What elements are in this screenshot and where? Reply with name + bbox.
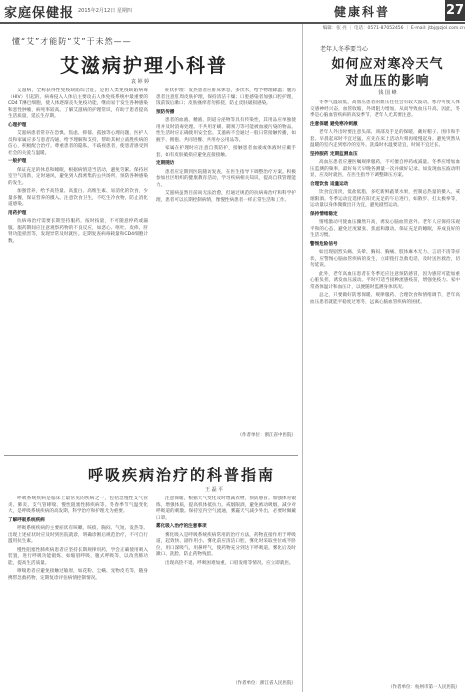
paragraph: 饮食宜清淡，低盐低脂，多吃新鲜蔬菜水果，控制总热量的摄入，戒烟限酒。冬季运动宜选择在阳光充足的午后进行，如散步、打太极拳等，运动量以身体微微出汗为宜，避免剧烈运动。 <box>310 190 460 208</box>
paragraph: 冬季气温较低，高血压患者的血压往往会有较大波动。寒冷可使人体交感神经兴奋，血管收缩，外周阻力增加，从而导致血压升高。因此，冬季是心脑血管疾病的高发季节，老年人尤其要注意。 <box>310 100 460 118</box>
header-rule <box>0 22 465 24</box>
subheading: 定期随访 <box>156 161 175 166</box>
paragraph: 家属在护理时应注意自我防护，接触患者血液或体液时应戴手套，如有皮肤破损应避免直接接触。 <box>156 146 296 158</box>
paragraph: 患者的血液、精液、阴道分泌物等具有传染性，其用品应单独使用并及时消毒处理。不共用牙刷、剃须刀等可能被血液污染的物品。性生活时应正确使用安全套。艾滋病不会通过一般日常接触传播，如握手、拥抱、共同进餐、共用办公用品等。 <box>156 118 296 143</box>
paragraph: 雾化吸入是呼吸系统疾病常用的治疗方法，药物直接作用于呼吸道，起效快、副作用小。雾化前应清洁口腔，雾化时采取坐位或半卧位，用口深吸气、用鼻呼气，使药物充分到达下呼吸道。雾化后及时漱口、洗脸，防止药物残留。 <box>156 532 296 557</box>
paragraph: 出现高热不退、呼吸困难加重、口唇发绀等情况，应立即就医。 <box>165 560 294 566</box>
contact-line: 编辑：张 亮 ｜ 电话：0571-87052456 ｜ E-mail: jtbj@zjol.com.cn <box>322 26 465 31</box>
header-right <box>306 0 465 22</box>
paragraph: 此外，老年高血压患者在冬季还应注意预防感冒，因为感冒可能加重心脏负担，诱发血压波动。平时可适当接种流感疫苗，增强免疫力。家中常备体温计和血压计，以便随时监测身体状况。 <box>310 271 460 290</box>
paragraph: 呼吸系统疾病的主要症状有咳嗽、咳痰、胸闷、气短、发热等。出现上述症状时应及时到医院就诊，明确诊断后规范治疗，不可自行滥用抗生素。 <box>8 526 148 544</box>
article3-column <box>310 100 460 680</box>
header-left <box>0 0 300 22</box>
article2-title: 呼吸疾病治疗的科普指南 <box>88 466 276 484</box>
page-header <box>0 0 465 22</box>
subheading: 注意保暖 避免寒冷刺激 <box>310 121 358 127</box>
article1-title: 艾滋病护理小科普 <box>60 55 229 77</box>
article2-column-2 <box>156 496 296 676</box>
paragraph: 保证充足的休息和睡眠，根据病情适当活动，避免劳累。保持居室空气清新，定时通风，避免到人群密集的公共场所，预防各种感染的发生。 <box>8 167 148 186</box>
subheading: 预防传播 <box>156 109 175 115</box>
paragraph: 艾滋病患者常存在恐惧、焦虑、抑郁、孤独等心理问题，医护人员和家属应多与患者沟通，给予理解和支持，帮助其树立战胜疾病的信心，积极配合治疗。尊重患者的隐私，不歧视患者，使患者感受到社会的关爱与温暖。 <box>8 131 148 156</box>
article2-column-1 <box>8 496 148 688</box>
article3-byline: （作者单位：杭州市第一人民医院） <box>388 685 460 690</box>
masthead-title: 家庭保健报 <box>4 6 75 21</box>
subheading: 警惕危险信号 <box>310 241 338 247</box>
article1-column-2 <box>156 88 296 428</box>
paragraph: 如出现剧烈头痛、头晕、胸闷、胸痛、肢体麻木无力、言语不清等症状，应警惕心脑血管疾病的发生，立即拨打急救电话，及时送医救治，切勿延误。 <box>310 250 460 268</box>
subheading: 心理护理 <box>8 122 27 128</box>
issue-date: 2015年2月12日 星期四 <box>78 8 132 14</box>
article2-author: 王 磊 平 <box>205 487 224 493</box>
column-divider <box>302 24 303 692</box>
paragraph: 情绪激动可使血压骤然升高，诱发心脑血管意外。老年人应保持乐观平和的心态，避免过度紧张、焦虑和激动。保证充足的睡眠，养成良好的生活习惯。 <box>310 220 460 238</box>
subheading: 保持情绪稳定 <box>310 211 338 217</box>
paragraph: 患者应定期到医院随访复查，在医生指导下调整治疗方案。积极参加社区组织的健康教育活动，学习疾病相关知识，提高自我管理能力。 <box>156 169 296 188</box>
article2-byline: （作者单位：浙江省人民医院） <box>233 681 296 686</box>
article3-kicker: 老年人冬季要当心 <box>320 46 369 53</box>
paragraph: 呼吸系统疾病是临床上最常见的疾病之一，包括急慢性支气管炎、肺炎、支气管哮喘、慢性阻塞性肺疾病等。冬春季节气温变化大，是呼吸系统疾病的高发期，科学治疗和护理尤为重要。 <box>8 496 148 514</box>
paragraph: 哮喘患者应避免接触过敏原，如花粉、尘螨、宠物皮毛等，随身携带急救药物，定期复诊评估病情控制情况。 <box>8 569 148 581</box>
paragraph: 症状护理：发热患者应卧床休息，多饮水，给予物理降温；腹泻患者注意肛周皮肤护理，保持清洁干燥；口腔感染者加强口腔护理，饭前饭后漱口；皮肤瘙痒者勿抓挠，防止皮肤破损感染。 <box>156 88 296 106</box>
article1-byline: （作者单位：浙江省中医院） <box>237 433 296 438</box>
paragraph: 艾滋病，全称获得性免疫缺陷综合征，是由人类免疫缺陷病毒（HIV）引起的。病毒侵入人体后主要攻击人体免疫系统中最重要的CD4 T淋巴细胞，使人体逐渐丧失免疫功能，继而易于发生各种感染和恶性肿瘤，病死率较高。了解艾滋病的护理常识，有助于患者提高生活质量，延长生存期。 <box>8 88 148 119</box>
subheading: 坚持服药 定期监测血压 <box>310 151 358 157</box>
paragraph: 艾滋病虽然目前尚无法治愈，但通过规范的抗病毒治疗和科学护理，患者可以长期控制病情，像慢性病患者一样正常生活和工作。 <box>156 191 296 203</box>
paragraph: 抗病毒治疗需要长期坚持服药，按时按量，不可随意停药或漏服。服药期间应注意观察药物的不良反应，如恶心、呕吐、皮疹、肝肾功能损害等，发现异常及时就医。定期复查病毒载量和CD4细胞计数。 <box>8 219 148 244</box>
paragraph: 加强营养，给予高热量、高蛋白、高维生素、易消化的饮食，少量多餐，保证营养的摄入。注意饮食卫生，不吃生冷食物，防止消化道感染。 <box>8 189 148 207</box>
section-title: 健康科普 <box>334 5 391 19</box>
subheading: 用药护理 <box>8 210 27 216</box>
subheading: 了解呼吸系统疾病 <box>8 517 45 523</box>
subheading: 一般护理 <box>8 159 27 164</box>
paragraph: 慢性阻塞性肺疾病患者应坚持长期规律用药，学会正确使用吸入装置，进行呼吸功能锻炼，如缩唇呼吸、腹式呼吸等，以改善肺功能，提高生活质量。 <box>8 547 148 566</box>
paragraph: 高血压患者应遵医嘱规律服药，不可擅自停药或减量。冬季应增加血压监测的频率，最好每天早晚各测量一次并做好记录。如发现血压波动明显，应及时就医，在医生指导下调整降压方案。 <box>310 160 460 178</box>
paragraph: 老年人外出时要注意头部、颈部及手足的保暖，戴好帽子、围巾和手套。早晨起床时不宜过猛，应先在床上活动片刻再缓慢起身。避免突然从温暖的室内走到寒冷的室外。洗澡时水温要适宜，时间不宜过长。 <box>310 130 460 148</box>
subheading: 雾化吸入治疗的注意事项 <box>156 524 207 529</box>
paragraph: 注意保暖，根据天气变化及时增减衣物，预防感冒。加强体育锻炼，增强体质，提高机体抵抗力。戒烟限酒，避免被动吸烟，减少对呼吸道的刺激。保持室内空气流通，雾霾天气减少外出，必要时佩戴口罩。 <box>156 496 296 521</box>
subheading: 合理饮食 适量运动 <box>310 181 349 187</box>
paragraph: 总之，只要做好防寒保暖、规律服药、合理饮食和情绪调节，老年高血压患者就能平稳度过寒冬，远离心脑血管疾病的困扰。 <box>310 293 460 305</box>
section-divider <box>4 455 298 456</box>
article3-author: 钱 国 峰 <box>378 90 397 96</box>
article1-column-1 <box>8 88 148 444</box>
article3-title-line1: 如何应对寒冷天气 <box>331 57 444 72</box>
page-number: 27 <box>445 0 465 21</box>
article1-kicker: 懂“艾”才能防“艾”于未然—— <box>12 37 132 46</box>
article3-title-line2: 对血压的影响 <box>345 74 430 89</box>
article1-author: 袁 婷 婷 <box>131 79 150 85</box>
